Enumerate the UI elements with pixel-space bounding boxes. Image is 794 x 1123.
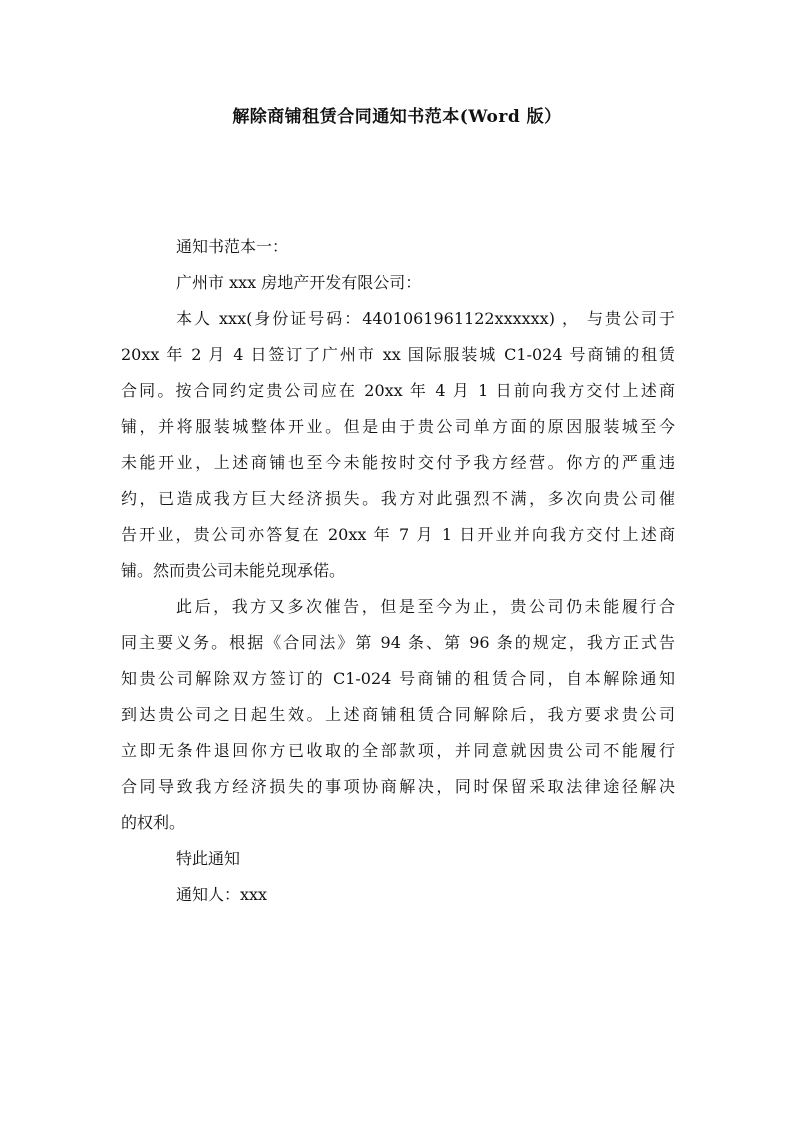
paragraph-line: 的权利。 <box>121 813 186 832</box>
paragraph-line: 同主要义务。根据《合同法》第 94 条、第 96 条的规定，我方正式告 <box>121 633 675 652</box>
paragraph-line: 到达贵公司之日起生效。上述商铺租赁合同解除后，我方要求贵公司 <box>121 705 675 724</box>
closing-line: 特此通知 <box>176 849 241 868</box>
recipient-line: 广州市 xxx 房地产开发有限公司： <box>176 273 422 292</box>
paragraph-1 <box>121 301 675 589</box>
paragraph-2 <box>121 589 675 841</box>
paragraph-line: 告开业，贵公司亦答复在 20xx 年 7 月 1 日开业并向我方交付上述商 <box>121 525 675 544</box>
paragraph-line: 铺。然而贵公司未能兑现承偌。 <box>121 561 346 580</box>
signature-line: 通知人：xxx <box>176 885 268 904</box>
document-title: 解除商铺租赁合同通知书范本(Word 版） <box>232 107 562 127</box>
paragraph-line: 知贵公司解除双方签订的 C1-024 号商铺的租赁合同，自本解除通知 <box>121 669 675 688</box>
paragraph-line: 铺，并将服装城整体开业。但是由于贵公司单方面的原因服装城至今 <box>121 417 675 436</box>
paragraph-line: 约，已造成我方巨大经济损失。我方对此强烈不满，多次向贵公司催 <box>121 489 675 508</box>
paragraph-line: 合同。按合同约定贵公司应在 20xx 年 4 月 1 日前向我方交付上述商 <box>121 381 675 400</box>
notice-heading: 通知书范本一： <box>176 237 289 256</box>
paragraph-line: 20xx 年 2 月 4 日签订了广州市 xx 国际服装城 C1-024 号商铺的租赁 <box>121 345 675 364</box>
paragraph-line: 立即无条件退回你方已收取的全部款项，并同意就因贵公司不能履行 <box>121 741 675 760</box>
document-body <box>121 229 675 913</box>
paragraph-line: 本人 xxx(身份证号码：4401061961122xxxxxx) ， 与贵公司于 <box>176 309 675 328</box>
paragraph-line: 合同导致我方经济损失的事项协商解决，同时保留采取法律途径解决 <box>121 777 675 796</box>
paragraph-line: 未能开业，上述商铺也至今未能按时交付予我方经营。你方的严重违 <box>121 453 675 472</box>
paragraph-line: 此后，我方又多次催告，但是至今为止，贵公司仍未能履行合 <box>176 597 675 616</box>
